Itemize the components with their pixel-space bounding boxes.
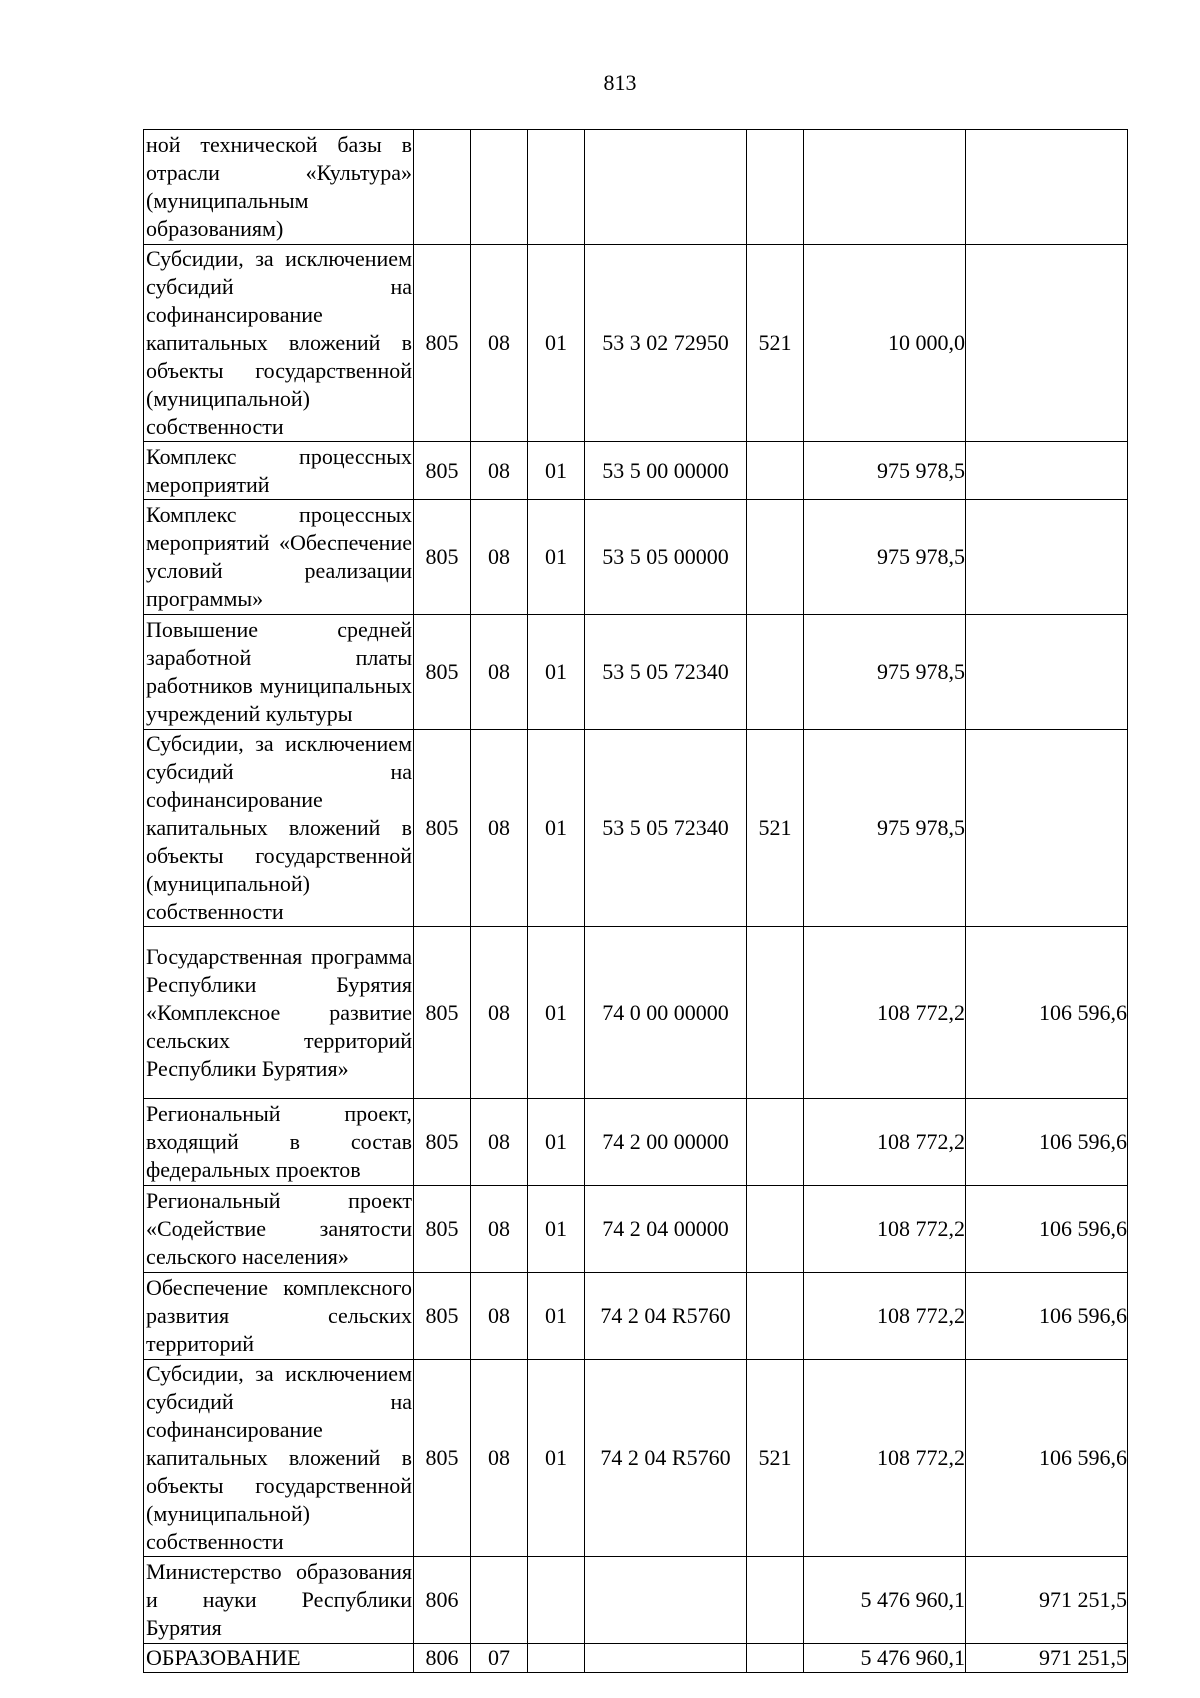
amount-2-cell bbox=[966, 442, 1128, 500]
subsection-cell: 01 bbox=[528, 615, 585, 730]
amount-2-cell bbox=[966, 130, 1128, 245]
amount-1-cell: 5 476 960,1 bbox=[804, 1557, 966, 1644]
expense-type-cell bbox=[747, 1557, 804, 1644]
grbs-cell: 805 bbox=[414, 1273, 471, 1360]
subsection-cell: 01 bbox=[528, 927, 585, 1099]
table-row bbox=[144, 927, 1128, 1099]
table-row bbox=[144, 1557, 1128, 1644]
amount-1-cell: 108 772,2 bbox=[804, 1360, 966, 1557]
amount-1-cell: 975 978,5 bbox=[804, 442, 966, 500]
expense-type-cell bbox=[747, 927, 804, 1099]
grbs-cell: 805 bbox=[414, 1360, 471, 1557]
target-article-cell bbox=[585, 1644, 747, 1673]
amount-2-cell: 971 251,5 bbox=[966, 1644, 1128, 1673]
row-name-cell: Обеспечение комплексного развития сельских территорий bbox=[144, 1273, 414, 1360]
table-row bbox=[144, 500, 1128, 615]
target-article-cell: 74 2 04 00000 bbox=[585, 1186, 747, 1273]
subsection-cell: 01 bbox=[528, 245, 585, 442]
amount-2-cell bbox=[966, 615, 1128, 730]
section-cell: 08 bbox=[471, 500, 528, 615]
subsection-cell bbox=[528, 130, 585, 245]
target-article-cell: 74 0 00 00000 bbox=[585, 927, 747, 1099]
target-article-cell: 74 2 04 R5760 bbox=[585, 1360, 747, 1557]
section-cell: 08 bbox=[471, 442, 528, 500]
grbs-cell: 805 bbox=[414, 1186, 471, 1273]
row-name-cell: Субсидии, за исключением субсидий на софинансирование капитальных вложений в объекты государственной (муниципальной) собственности bbox=[144, 730, 414, 927]
row-name-cell: Региональный проект, входящий в состав федеральных проектов bbox=[144, 1099, 414, 1186]
target-article-cell: 53 3 02 72950 bbox=[585, 245, 747, 442]
amount-2-cell: 106 596,6 bbox=[966, 1099, 1128, 1186]
subsection-cell: 01 bbox=[528, 730, 585, 927]
grbs-cell: 805 bbox=[414, 730, 471, 927]
amount-1-cell: 108 772,2 bbox=[804, 927, 966, 1099]
amount-1-cell: 108 772,2 bbox=[804, 1099, 966, 1186]
amount-1-cell: 975 978,5 bbox=[804, 500, 966, 615]
grbs-cell: 805 bbox=[414, 442, 471, 500]
table-body bbox=[144, 130, 1128, 1673]
grbs-cell: 805 bbox=[414, 615, 471, 730]
row-name-cell: Субсидии, за исключением субсидий на софинансирование капитальных вложений в объекты государственной (муниципальной) собственности bbox=[144, 1360, 414, 1557]
amount-2-cell bbox=[966, 730, 1128, 927]
expense-type-cell bbox=[747, 1644, 804, 1673]
subsection-cell: 01 bbox=[528, 1186, 585, 1273]
grbs-cell: 805 bbox=[414, 245, 471, 442]
table-row bbox=[144, 1644, 1128, 1673]
grbs-cell: 806 bbox=[414, 1557, 471, 1644]
target-article-cell: 53 5 00 00000 bbox=[585, 442, 747, 500]
section-cell: 08 bbox=[471, 1273, 528, 1360]
section-cell: 08 bbox=[471, 1099, 528, 1186]
grbs-cell: 806 bbox=[414, 1644, 471, 1673]
target-article-cell: 53 5 05 72340 bbox=[585, 730, 747, 927]
expense-type-cell: 521 bbox=[747, 1360, 804, 1557]
amount-1-cell: 975 978,5 bbox=[804, 730, 966, 927]
budget-table bbox=[143, 129, 1128, 1673]
expense-type-cell bbox=[747, 130, 804, 245]
expense-type-cell bbox=[747, 500, 804, 615]
table-row bbox=[144, 442, 1128, 500]
expense-type-cell: 521 bbox=[747, 730, 804, 927]
table-row bbox=[144, 1273, 1128, 1360]
section-cell: 08 bbox=[471, 1186, 528, 1273]
row-name-cell: Субсидии, за исключением субсидий на софинансирование капитальных вложений в объекты государственной (муниципальной) собственности bbox=[144, 245, 414, 442]
table-row bbox=[144, 245, 1128, 442]
expense-type-cell bbox=[747, 1273, 804, 1360]
section-cell: 08 bbox=[471, 927, 528, 1099]
page-number: 813 bbox=[603, 70, 637, 95]
target-article-cell bbox=[585, 130, 747, 245]
grbs-cell: 805 bbox=[414, 927, 471, 1099]
grbs-cell: 805 bbox=[414, 500, 471, 615]
target-article-cell: 74 2 00 00000 bbox=[585, 1099, 747, 1186]
amount-1-cell: 108 772,2 bbox=[804, 1273, 966, 1360]
amount-2-cell: 106 596,6 bbox=[966, 1186, 1128, 1273]
subsection-cell: 01 bbox=[528, 1099, 585, 1186]
row-name-cell: ной технической базы в отрасли «Культура» (муниципальным образованиям) bbox=[144, 130, 414, 245]
amount-1-cell: 5 476 960,1 bbox=[804, 1644, 966, 1673]
section-cell bbox=[471, 1557, 528, 1644]
expense-type-cell bbox=[747, 442, 804, 500]
subsection-cell bbox=[528, 1557, 585, 1644]
target-article-cell: 53 5 05 00000 bbox=[585, 500, 747, 615]
row-name-cell: Министерство образования и науки Республики Бурятия bbox=[144, 1557, 414, 1644]
row-name-cell: Государственная программа Республики Бурятия «Комплексное развитие сельских территорий Республики Бурятия» bbox=[144, 927, 414, 1099]
target-article-cell: 53 5 05 72340 bbox=[585, 615, 747, 730]
grbs-cell bbox=[414, 130, 471, 245]
target-article-cell bbox=[585, 1557, 747, 1644]
section-cell: 08 bbox=[471, 1360, 528, 1557]
table-row bbox=[144, 730, 1128, 927]
subsection-cell: 01 bbox=[528, 442, 585, 500]
amount-1-cell: 108 772,2 bbox=[804, 1186, 966, 1273]
amount-2-cell bbox=[966, 245, 1128, 442]
grbs-cell: 805 bbox=[414, 1099, 471, 1186]
table-row bbox=[144, 1186, 1128, 1273]
section-cell: 08 bbox=[471, 245, 528, 442]
section-cell: 07 bbox=[471, 1644, 528, 1673]
table-row bbox=[144, 130, 1128, 245]
section-cell: 08 bbox=[471, 615, 528, 730]
amount-2-cell bbox=[966, 500, 1128, 615]
row-name-cell: Повышение средней заработной платы работников муниципальных учреждений культуры bbox=[144, 615, 414, 730]
table-row bbox=[144, 1099, 1128, 1186]
amount-1-cell bbox=[804, 130, 966, 245]
row-name-cell: Региональный проект «Содействие занятости сельского населения» bbox=[144, 1186, 414, 1273]
subsection-cell bbox=[528, 1644, 585, 1673]
expense-type-cell bbox=[747, 615, 804, 730]
subsection-cell: 01 bbox=[528, 500, 585, 615]
amount-2-cell: 106 596,6 bbox=[966, 927, 1128, 1099]
expense-type-cell bbox=[747, 1186, 804, 1273]
amount-1-cell: 975 978,5 bbox=[804, 615, 966, 730]
row-name-cell: Комплекс процессных мероприятий «Обеспечение условий реализации программы» bbox=[144, 500, 414, 615]
target-article-cell: 74 2 04 R5760 bbox=[585, 1273, 747, 1360]
section-cell: 08 bbox=[471, 730, 528, 927]
expense-type-cell bbox=[747, 1099, 804, 1186]
row-name-cell: Комплекс процессных мероприятий bbox=[144, 442, 414, 500]
amount-2-cell: 106 596,6 bbox=[966, 1360, 1128, 1557]
table-row bbox=[144, 615, 1128, 730]
amount-1-cell: 10 000,0 bbox=[804, 245, 966, 442]
subsection-cell: 01 bbox=[528, 1360, 585, 1557]
table-row bbox=[144, 1360, 1128, 1557]
expense-type-cell: 521 bbox=[747, 245, 804, 442]
row-name-cell: ОБРАЗОВАНИЕ bbox=[144, 1644, 414, 1673]
amount-2-cell: 106 596,6 bbox=[966, 1273, 1128, 1360]
amount-2-cell: 971 251,5 bbox=[966, 1557, 1128, 1644]
section-cell bbox=[471, 130, 528, 245]
subsection-cell: 01 bbox=[528, 1273, 585, 1360]
